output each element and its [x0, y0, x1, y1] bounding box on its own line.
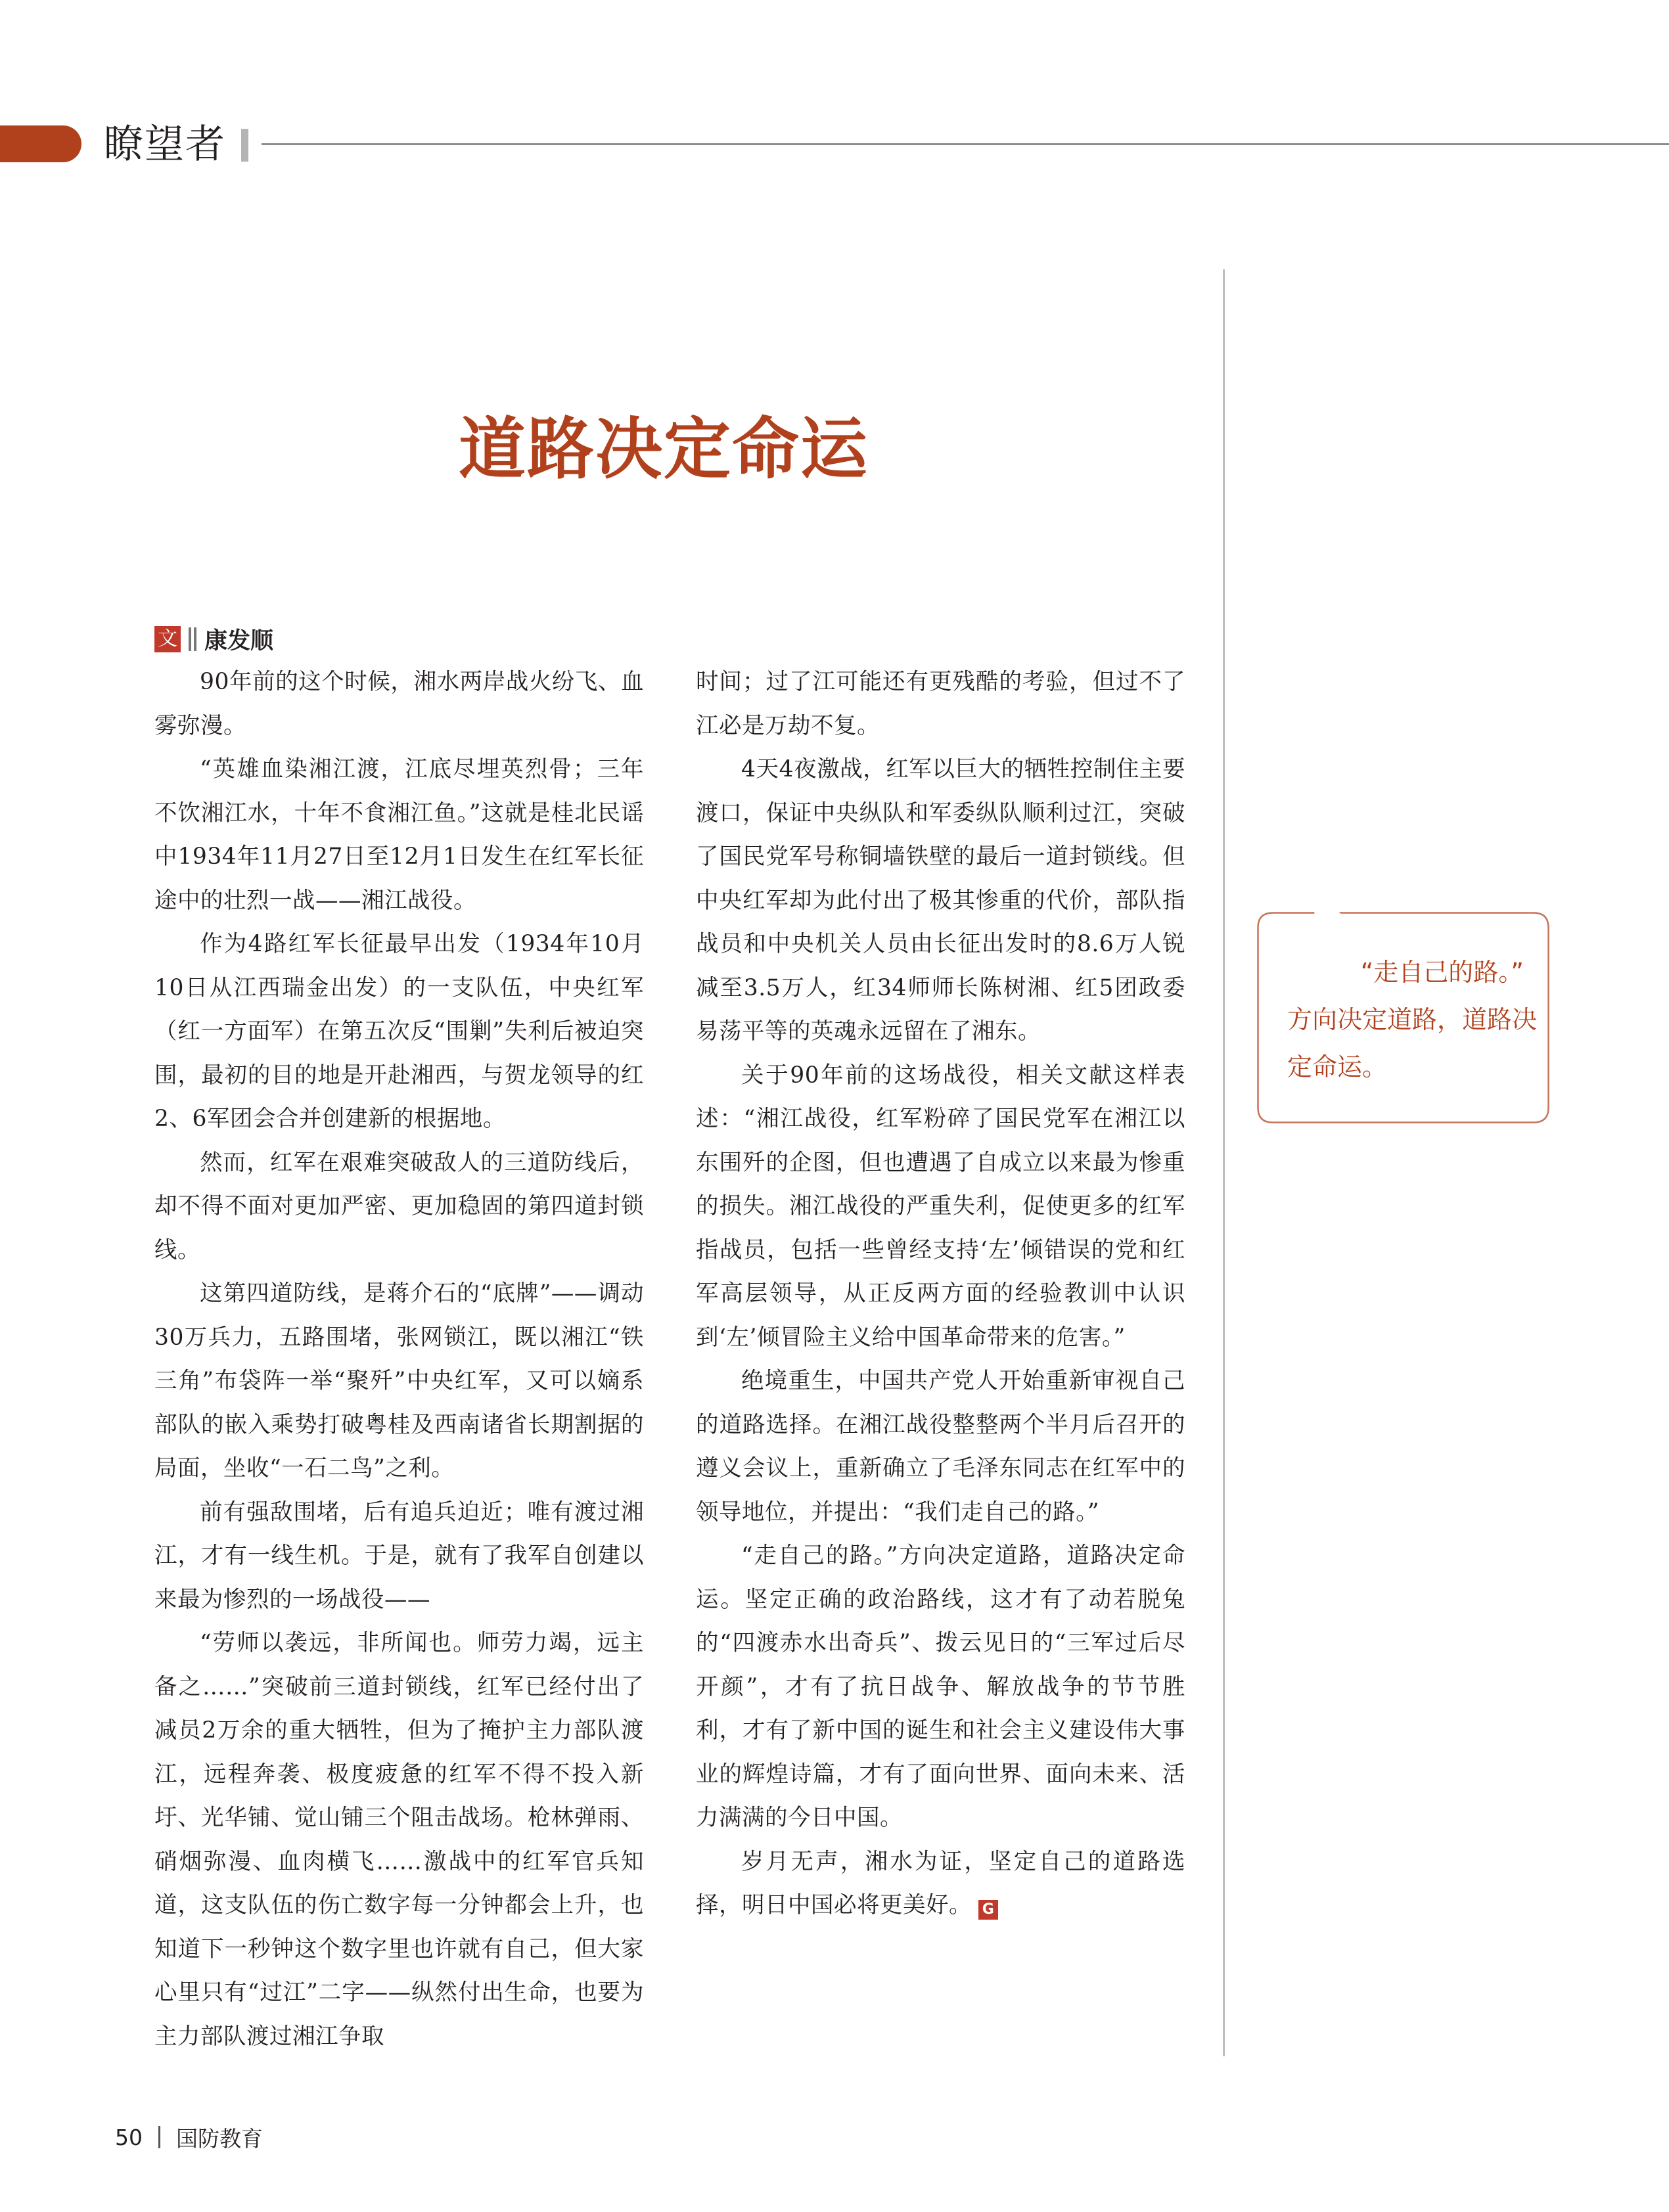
body-paragraph: [696, 748, 1185, 1054]
paragraph-text: “英雄血染湘江渡，江底尽埋英烈骨；三年不饮湘江水，十年不食湘江鱼。”这就是桂北民谣中1934年11月27日至12月1日发生在红军长征途中的壮烈一战——湘江战役。: [154, 756, 644, 914]
article-title: 道路决定命运: [459, 411, 869, 489]
paragraph-text: 然而，红军在艰难突破敌人的三道防线后，却不得不面对更加严密、更加稳固的第四道封锁线。: [154, 1149, 644, 1263]
paragraph-text: 90年前的这个时候，湘水两岸战火纷飞、血雾弥漫。: [154, 669, 644, 739]
body-paragraph: [696, 660, 1185, 748]
section-divider-bar: [241, 129, 248, 162]
page-footer: [115, 2121, 263, 2154]
header-rule: [262, 143, 1669, 145]
pull-quote-line2: 方向决定道路，道路决定命运。: [1287, 1005, 1538, 1081]
pull-quote-line1: “走自己的路。”: [1360, 958, 1524, 987]
pull-quote: [1257, 912, 1549, 1123]
body-paragraph: [154, 1491, 644, 1622]
body-paragraph: [696, 1534, 1185, 1840]
body-paragraph: [154, 748, 644, 922]
paragraph-text: 作为4路红军长征最早出发（1934年10月10日从江西瑞金出发）的一支队伍，中央红军（红一方面军）在第五次反“围剿”失利后被迫突围，最初的目的地是开赴湘西，与贺龙领导的红2、6军团会合并创建新的根据地。: [154, 931, 644, 1132]
paragraph-text: 时间；过了江可能还有更残酷的考验，但过不了江必是万劫不复。: [696, 669, 1185, 739]
body-paragraph: [154, 1141, 644, 1273]
author-name: 康发顺: [204, 628, 274, 654]
body-paragraph: [696, 1840, 1185, 1928]
body-paragraph: [154, 660, 644, 748]
body-paragraph: [696, 1054, 1185, 1360]
byline-separator: [189, 627, 191, 651]
section-tab-marker: [0, 125, 81, 162]
body-paragraph: [154, 922, 644, 1141]
paragraph-text: 关于90年前的这场战役，相关文献这样表述：“湘江战役，红军粉碎了国民党军在湘江以东围歼的企图，但也遭遇了自成立以来最为惨重的损失。湘江战役的严重失利，促使更多的红军指战员，包括一些曾经支持‘左’倾错误的党和红军高层领导，从正反两方面的经验教训中认识到‘左’倾冒险主义给中国革命带来的危害。”: [696, 1062, 1185, 1351]
column-divider: [1223, 269, 1225, 2056]
footer-separator: [158, 2126, 160, 2148]
section-name: 瞭望者: [104, 122, 226, 168]
paragraph-text: 前有强敌围堵，后有追兵迫近；唯有渡过湘江，才有一线生机。于是，就有了我军自创建以来最为惨烈的一场战役——: [154, 1499, 644, 1613]
byline: [154, 623, 273, 656]
paragraph-text: 4天4夜激战，红军以巨大的牺牲控制住主要渡口，保证中央纵队和军委纵队顺利过江，突破了国民党军号称铜墙铁壁的最后一道封锁线。但中央红军却为此付出了极其惨重的代价，部队指战员和中央机关人员由长征出发时的8.6万人锐减至3.5万人，红34师师长陈树湘、红5团政委易荡平等的英魂永远留在了湘东。: [696, 756, 1185, 1045]
paragraph-text: “走自己的路。”方向决定道路，道路决定命运。坚定正确的政治路线，这才有了动若脱兔的“四渡赤水出奇兵”、拨云见日的“三军过后尽开颜”，才有了抗日战争、解放战争的节节胜利，才有了新中国的诞生和社会主义建设伟大事业的辉煌诗篇，才有了面向世界、面向未来、活力满满的今日中国。: [696, 1543, 1185, 1831]
publication-name: 国防教育: [176, 2125, 263, 2152]
body-paragraph: [154, 1621, 644, 2058]
body-paragraph: [696, 1359, 1185, 1534]
byline-badge: 文: [154, 626, 181, 652]
paragraph-text: “劳师以袭远，非所闻也。师劳力竭，远主备之……”突破前三道封锁线，红军已经付出了减员2万余的重大牺牲，但为了掩护主力部队渡江，远程奔袭、极度疲惫的红军不得不投入新圩、光华铺、觉山铺三个阻击战场。枪林弹雨、硝烟弥漫、血肉横飞……激战中的红军官兵知道，这支队伍的伤亡数字每一分钟都会上升，也知道下一秒钟这个数字里也许就有自己，但大家心里只有“过江”二字——纵然付出生命，也要为主力部队渡过湘江争取: [154, 1630, 644, 2050]
body-paragraph: [154, 1272, 644, 1491]
page-number: 50: [115, 2124, 143, 2150]
paragraph-text: 这第四道防线，是蒋介石的“底牌”——调动30万兵力，五路围堵，张网锁江，既以湘江“铁三角”布袋阵一举“聚歼”中央红军，又可以嫡系部队的嵌入乘势打破粤桂及西南诸省长期割据的局面，坐收“一石二鸟”之利。: [154, 1280, 644, 1481]
paragraph-text: 岁月无声，湘水为证，坚定自己的道路选择，明日中国必将更美好。: [696, 1848, 1185, 1918]
end-mark-icon: G: [978, 1900, 998, 1920]
right-column: [696, 660, 1185, 1928]
paragraph-text: 绝境重生，中国共产党人开始重新审视自己的道路选择。在湘江战役整整两个半月后召开的遵义会议上，重新确立了毛泽东同志在红军中的领导地位，并提出：“我们走自己的路。”: [696, 1368, 1185, 1525]
left-column: [154, 660, 644, 2058]
